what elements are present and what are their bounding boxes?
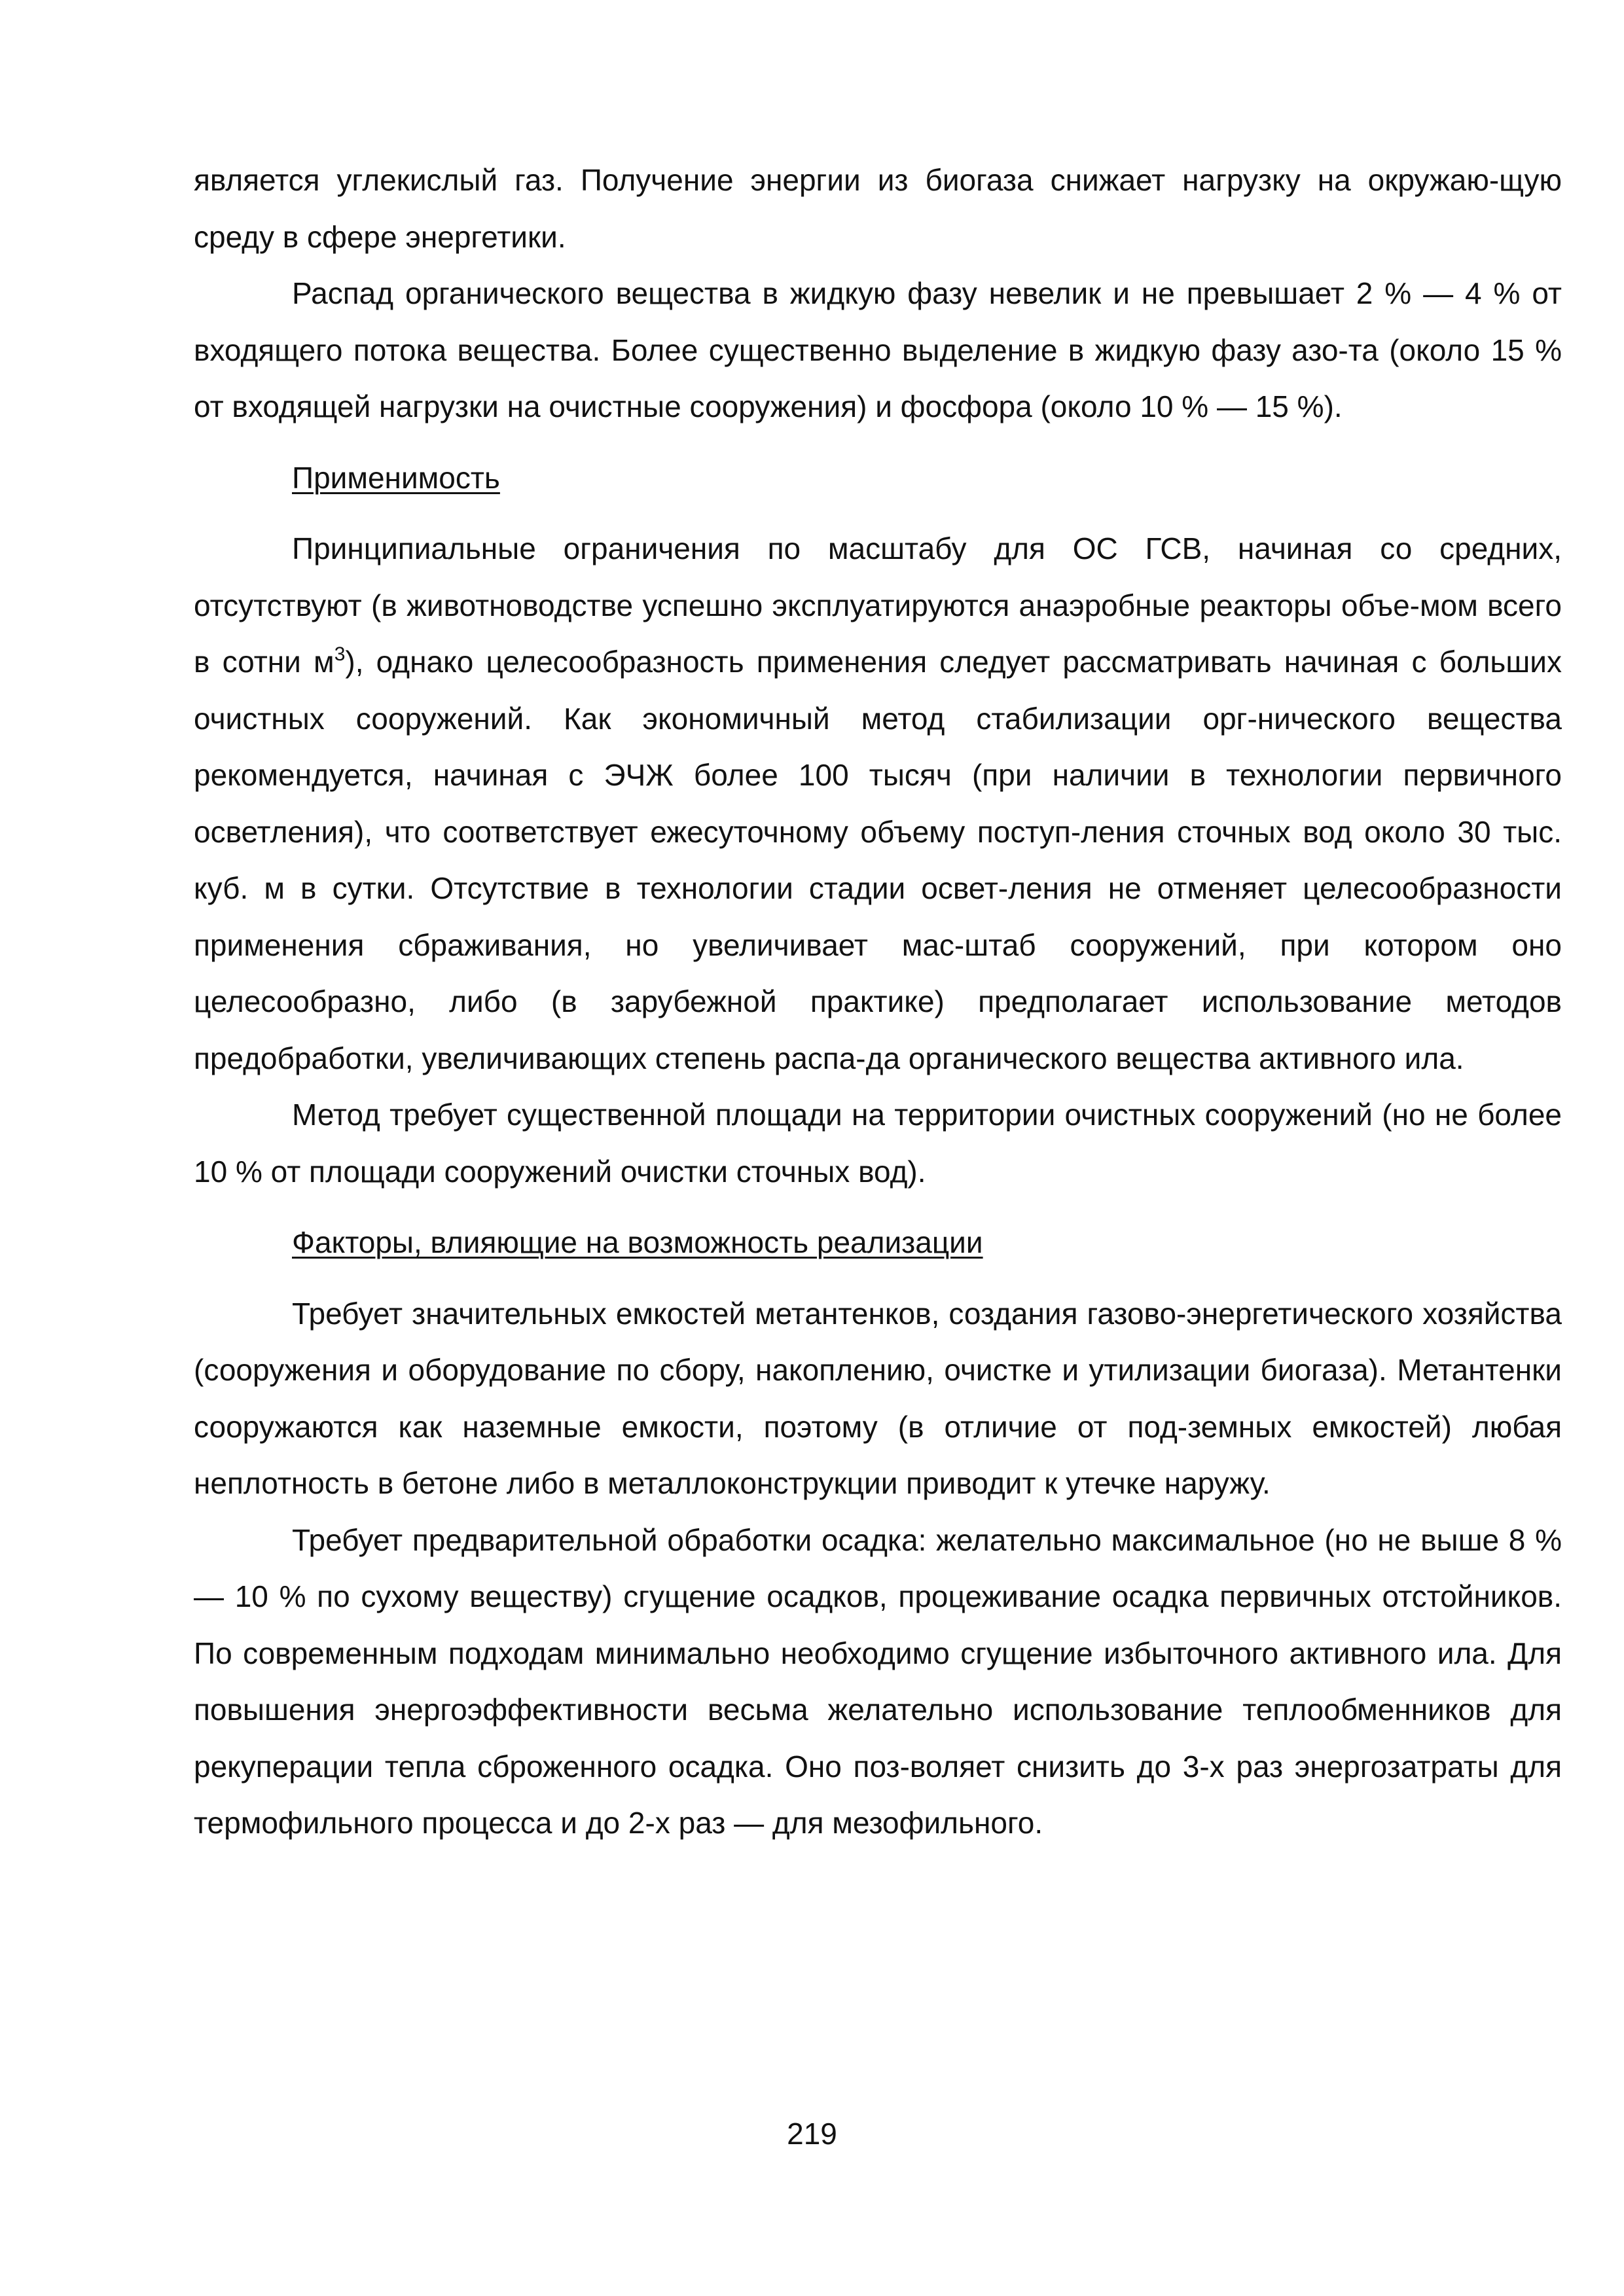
spacer	[194, 506, 1562, 520]
paragraph-scale-limits	[194, 520, 1562, 1086]
paragraph-area-requirement: Метод требует существенной площади на территории очистных сооружений (но не более 10 % от площади сооружений очистки сточных вод).	[194, 1098, 1562, 1189]
spacer	[194, 435, 1562, 450]
paragraph-scale-limits-part2: ), однако целесообразность применения следует рассматривать начиная с больших очистных сооружений. Как экономичный метод стабилизации орг-нического вещества рекомендуется, начиная с ЭЧЖ более 100 тысяч (при наличии в технологии первичного осветления), что соответствует ежесуточному объему поступ-ления сточных вод около 30 тыс. куб. м в сутки. Отсутствие в технологии стадии освет-ления не отменяет целесообразности применения сбраживания, но увеличивает мас-штаб сооружений, при котором оно целесообразно, либо (в зарубежной практике) предполагает использование методов предобработки, увеличивающих степень распа-да органического вещества активного ила.	[194, 645, 1562, 1075]
heading-factors-text: Факторы, влияющие на возможность реализации	[292, 1225, 983, 1259]
paragraph-pretreatment: Требует предварительной обработки осадка: желательно максимальное (но не выше 8 % — 10 % по сухому веществу) сгущение осадков, процеживание осадка первичных отстойников. По современным подходам минимально необходимо сгущение избыточного активного ила. Для повышения энергоэффективности весьма желательно использование теплообменников для рекуперации тепла сброженного осадка. Оно поз-воляет снизить до 3-х раз энергозатраты для термофильного процесса и до 2-х раз — для мезофильного.	[194, 1522, 1562, 1840]
paragraph-tanks: Требует значительных емкостей метантенков, создания газово-энергетического хозяйства (сооружения и оборудование по сбору, накоплению, очистке и утилизации биогаза). Метантенки сооружаются как наземные емкости, поэтому (в отличие от под-земных емкостей) любая неплотность в бетоне либо в металлоконструкции приводит к утечке наружу.	[194, 1296, 1562, 1500]
page-number: 219	[787, 2117, 837, 2151]
heading-applicability	[194, 450, 1562, 507]
paragraph-scale-limits-part1: Принципиальные ограничения по масштабу для ОС ГСВ, начиная со средних, отсутствуют (в животноводстве успешно эксплуатируются анаэробные реакторы объе-мом всего в сотни м	[194, 531, 1562, 679]
spacer	[194, 1271, 1562, 1285]
heading-factors	[194, 1214, 1562, 1271]
paragraph-co2: является углекислый газ. Получение энергии из биогаза снижает нагрузку на окружаю-щую среду в сфере энергетики.	[194, 163, 1562, 254]
spacer	[194, 1200, 1562, 1214]
paragraph-liquid-phase: Распад органического вещества в жидкую фазу невелик и не превышает 2 % — 4 % от входящего потока вещества. Более существенно выделение в жидкую фазу азо-та (около 15 % от входящей нагрузки на очистные сооружения) и фосфора (около 10 % — 15 %).	[194, 276, 1562, 423]
superscript-cubic: 3	[334, 643, 346, 665]
document-page	[194, 152, 1562, 1852]
heading-applicability-text: Применимость	[292, 460, 500, 495]
